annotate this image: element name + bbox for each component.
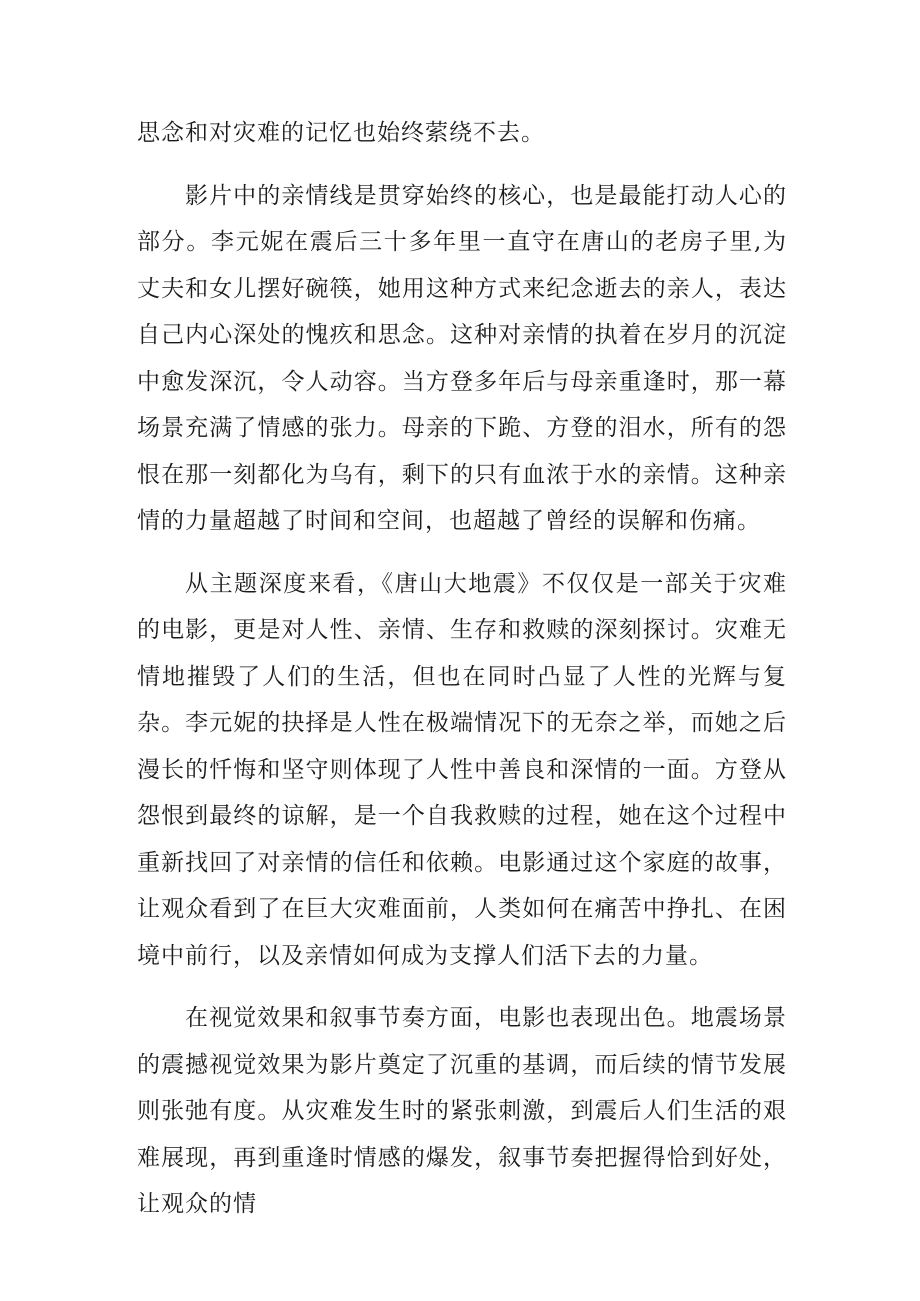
- paragraph-visual-narrative: 在视觉效果和叙事节奏方面，电影也表现出色。地震场景的震撼视觉效果为影片奠定了沉重的基调，而后续的情节发展则张弛有度。从灾难发生时的紧张刺激，到震后人们生活的艰难展现，再到重逢时情感的爆发，叙事节奏把握得恰到好处，让观众的情: [137, 1005, 787, 1217]
- paragraph-continuation: 思念和对灾难的记忆也始终萦绕不去。: [137, 120, 545, 146]
- paragraph-theme-depth: 从主题深度来看，《唐山大地震》不仅仅是一部关于灾难的电影，更是对人性、亲情、生存和救赎的深刻探讨。灾难无情地摧毁了人们的生活，但也在同时凸显了人性的光辉与复杂。李元妮的抉择是人性在极端情况下的无奈之举，而她之后漫长的忏悔和坚守则体现了人性中善良和深情的一面。方登从怨恨到最终的谅解，是一个自我救赎的过程，她在这个过程中重新找回了对亲情的信任和依赖。电影通过这个家庭的故事，让观众看到了在巨大灾难面前，人类如何在痛苦中挣扎、在困境中前行，以及亲情如何成为支撑人们活下去的力量。: [137, 570, 787, 969]
- document-body: [137, 110, 787, 1244]
- paragraph-family-theme: 影片中的亲情线是贯穿始终的核心，也是最能打动人心的部分。李元妮在震后三十多年里一直守在唐山的老房子里,为丈夫和女儿摆好碗筷，她用这种方式来纪念逝去的亲人，表达自己内心深处的愧疚和思念。这种对亲情的执着在岁月的沉淀中愈发深沉，令人动容。当方登多年后与母亲重逢时，那一幕场景充满了情感的张力。母亲的下跪、方登的泪水，所有的怨恨在那一刻都化为乌有，剩下的只有血浓于水的亲情。这种亲情的力量超越了时间和空间，也超越了曾经的误解和伤痛。: [137, 182, 787, 534]
